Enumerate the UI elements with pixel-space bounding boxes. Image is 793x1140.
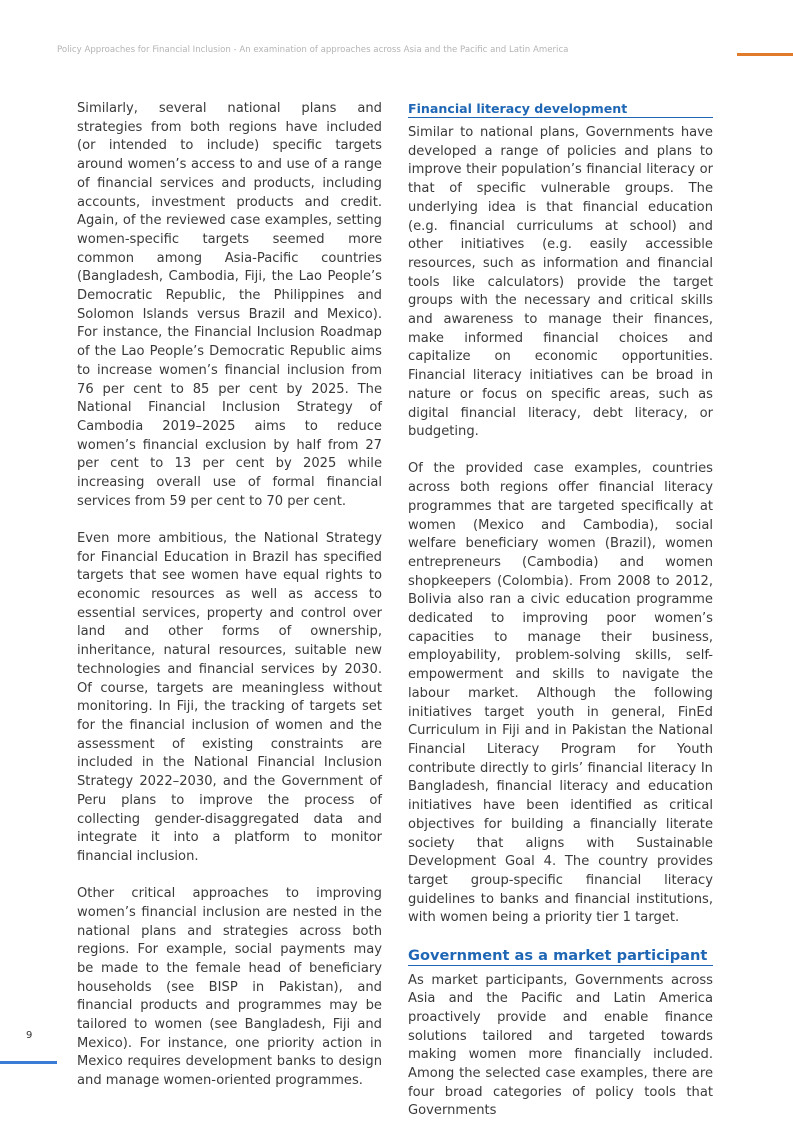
body-paragraph: Of the provided case examples, countries across both regions offer financial literacy programmes that are targeted specifically at women (Mexico and Cambodia), social welfare beneficiary women (Brazil), women entrepreneurs (Cambodia) and women shopkeepers (Colombia). From 2008 to 2012, Bolivia also ran a civic education programme dedicated to improving poor women’s capacities to manage their business, employability, problem-solving skills, self-empowerment and skills to navigate the labour market. Although the following initiatives target youth in general, FinEd Curriculum in Fiji and in Pakistan the National Financial Literacy Program for Youth contribute directly to girls’ financial literacy In Bangladesh, financial literacy and education initiatives have been identified as critical objectives for building a financially literate society that aligns with Sustainable Development Goal 4. The country provides target group-specific financial literacy guidelines to banks and financial institutions, with women being a priority tier 1 target. <box>408 461 713 926</box>
footer-accent-bar <box>0 1061 57 1064</box>
body-paragraph: Similarly, several national plans and strategies from both regions have included (or intended to include) specific targets around women’s access to and use of a range of financial services and products, including accounts, investment products and credit. Again, of the reviewed case examples, setting women-specific targets seemed more common among Asia-Pacific countries (Bangladesh, Cambodia, Fiji, the Lao People’s Democratic Republic, the Philippines and Solomon Islands versus Brazil and Mexico). For instance, the Financial Inclusion Roadmap of the Lao People’s Democratic Republic aims to increase women’s financial inclusion from 76 per cent to 85 per cent by 2025. The National Financial Inclusion Strategy of Cambodia 2019–2025 aims to reduce women’s financial exclusion by half from 27 per cent to 13 per cent by 2025 while increasing overall use of formal financial services from 59 per cent to 70 per cent. <box>77 101 382 509</box>
running-header: Policy Approaches for Financial Inclusion - An examination of approaches across Asia and the Pacific and Latin America <box>57 45 569 55</box>
body-paragraph: Other critical approaches to improving women’s financial inclusion are nested in the national plans and strategies across both regions. For example, social payments may be made to the female head of beneficiary households (see BISP in Pakistan), and financial products and programmes may be tailored to women (see Bangladesh, Fiji and Mexico). For instance, one priority action in Mexico requires development banks to design and manage women-oriented programmes. <box>77 886 382 1089</box>
body-paragraph: Even more ambitious, the National Strategy for Financial Education in Brazil has specified targets that see women have equal rights to economic resources as well as access to essential services, property and control over land and other forms of ownership, inheritance, natural resources, suitable new technologies and financial services by 2030. Of course, targets are meaningless without monitoring. In Fiji, the tracking of targets set for the financial inclusion of women and the assessment of existing constraints are included in the National Financial Inclusion Strategy 2022–2030, and the Government of Peru plans to improve the process of collecting gender-disaggregated data and integrate it into a platform to monitor financial inclusion. <box>77 530 382 864</box>
body-paragraph: As market participants, Governments across Asia and the Pacific and Latin America proactively provide and enable finance solutions tailored and targeted towards making women more financially included. Among the selected case examples, there are four broad categories of policy tools that Governments <box>408 972 713 1119</box>
page-number: 9 <box>26 1030 33 1041</box>
right-column <box>408 102 713 1140</box>
header-accent-bar <box>737 53 793 56</box>
section-heading-financial-literacy: Financial literacy development <box>408 102 713 118</box>
body-paragraph: Similar to national plans, Governments have developed a range of policies and plans to improve their population’s financial literacy or that of specific vulnerable groups. The underlying idea is that financial education (e.g. financial curriculums at school) and other initiatives (e.g. easily accessible resources, such as information and financial tools like calculators) provide the target groups with the necessary and critical skills and awareness to manage their finances, make informed financial choices and capitalize on economic opportunities. Financial literacy initiatives can be broad in nature or focus on specific areas, such as digital financial literacy, debt literacy, or budgeting. <box>408 125 713 440</box>
left-column <box>77 100 382 1109</box>
section-heading-government-market: Government as a market participant <box>408 947 713 966</box>
